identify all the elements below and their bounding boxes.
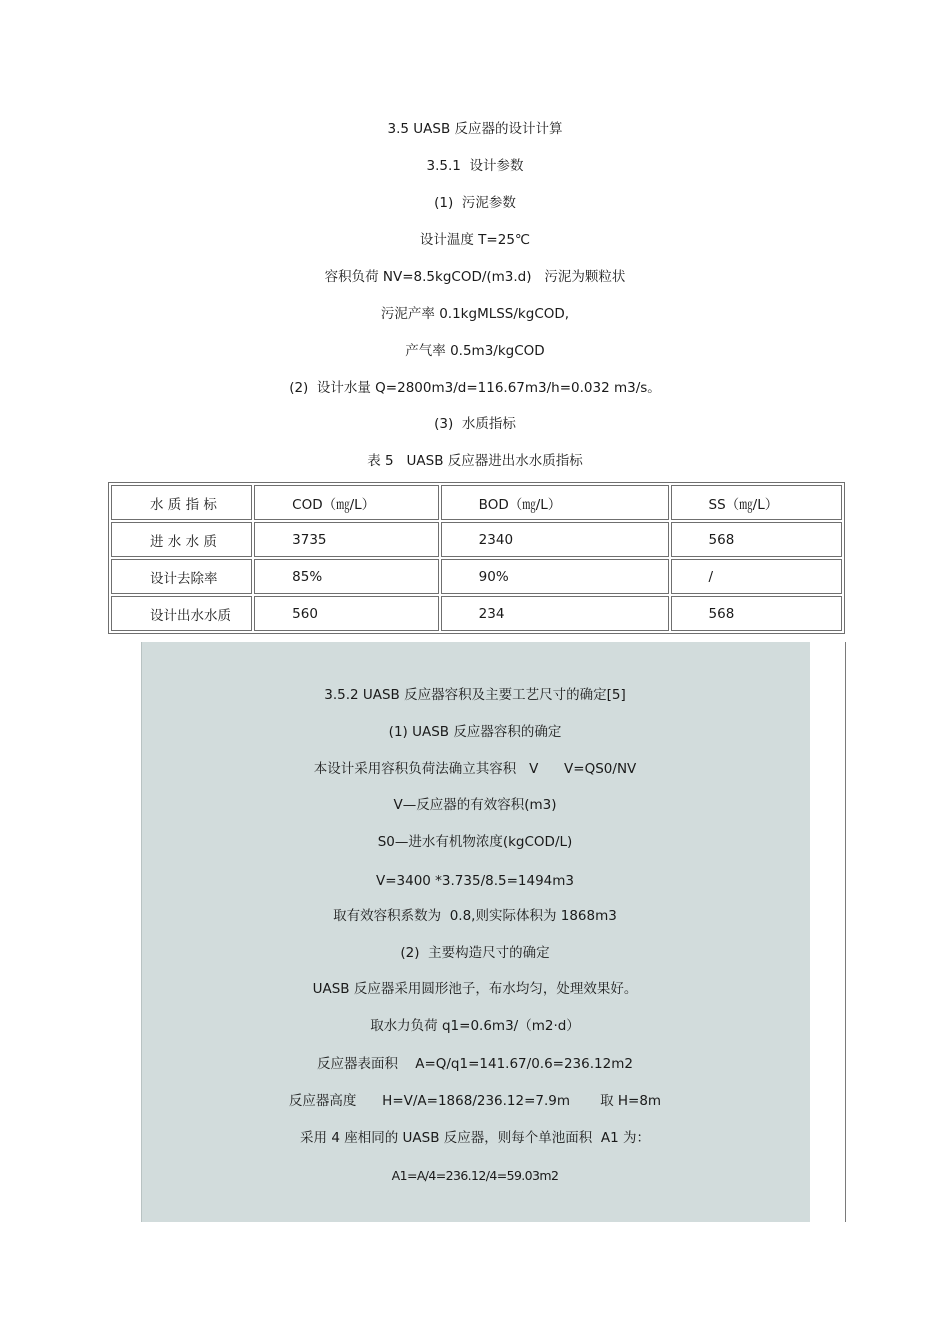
reactor-units: 采用 4 座相同的 UASB 反应器，则每个单池面积 A1 为： [300, 1130, 650, 1146]
design-temperature: 设计温度 T=25℃ [419, 232, 531, 248]
table-header-cell: SS（㎎/L） [671, 485, 842, 520]
table-cell: 90% [441, 559, 669, 594]
table-header-cell: COD（㎎/L） [254, 485, 439, 520]
table-cell: 设计出水水质 [111, 596, 252, 631]
reactor-shape: UASB 反应器采用圆形池子，布水均匀，处理效果好。 [312, 981, 638, 997]
table-header-cell: 水 质 指 标 [111, 485, 252, 520]
table-caption: 表 5 UASB 反应器进出水水质指标 [367, 453, 583, 469]
water-quality-title: (3) 水质指标 [434, 416, 516, 432]
table-header-cell: BOD（㎎/L） [441, 485, 669, 520]
table-cell: / [671, 559, 842, 594]
hydraulic-load: 取水力负荷 q1=0.6m3/（m2·d） [370, 1018, 580, 1034]
table-cell: 85% [254, 559, 439, 594]
volume-method: 本设计采用容积负荷法确立其容积 V V=QS0/NV [313, 761, 637, 777]
actual-volume: 取有效容积系数为 0.8,则实际体积为 1868m3 [333, 908, 617, 924]
dimensions-subtitle: (2) 主要构造尺寸的确定 [400, 945, 550, 961]
volume-calculation: V=3400 *3.735/8.5=1494m3 [375, 873, 575, 889]
table-cell: 设计去除率 [111, 559, 252, 594]
table-header-row [111, 485, 842, 520]
table-cell: 234 [441, 596, 669, 631]
definition-s0: S0—进水有机物浓度(kgCOD/L) [377, 834, 573, 850]
single-tank-area: A1=A/4=236.12/4=59.03m2 [391, 1168, 559, 1183]
table-cell: 3735 [254, 522, 439, 557]
surface-area: 反应器表面积 A=Q/q1=141.67/0.6=236.12m2 [317, 1056, 633, 1072]
sludge-params-title: (1) 污泥参数 [434, 195, 516, 211]
table-row [111, 559, 842, 594]
section-heading: 3.5 UASB 反应器的设计计算 [387, 121, 563, 137]
design-flow: (2) 设计水量 Q=2800m3/d=116.67m3/h=0.032 m3/s。 [289, 380, 661, 396]
gas-yield: 产气率 0.5m3/kgCOD [405, 343, 545, 359]
table-cell: 568 [671, 596, 842, 631]
table-cell: 568 [671, 522, 842, 557]
reactor-height: 反应器高度 H=V/A=1868/236.12=7.9m 取 H=8m [288, 1093, 662, 1109]
table-cell: 560 [254, 596, 439, 631]
subsection-title: 3.5.1 设计参数 [426, 158, 524, 174]
table-row [111, 596, 842, 631]
table-row [111, 522, 842, 557]
table-cell: 进 水 水 质 [111, 522, 252, 557]
water-quality-table [108, 482, 845, 634]
volume-load: 容积负荷 NV=8.5kgCOD/(m3.d) 污泥为颗粒状 [324, 269, 626, 285]
section2-title: 3.5.2 UASB 反应器容积及主要工艺尺寸的确定[5] [324, 687, 626, 703]
sludge-yield: 污泥产率 0.1kgMLSS/kgCOD, [380, 306, 570, 322]
definition-v: V—反应器的有效容积(m3) [393, 797, 557, 813]
table-cell: 2340 [441, 522, 669, 557]
volume-subtitle: (1) UASB 反应器容积的确定 [388, 724, 562, 740]
